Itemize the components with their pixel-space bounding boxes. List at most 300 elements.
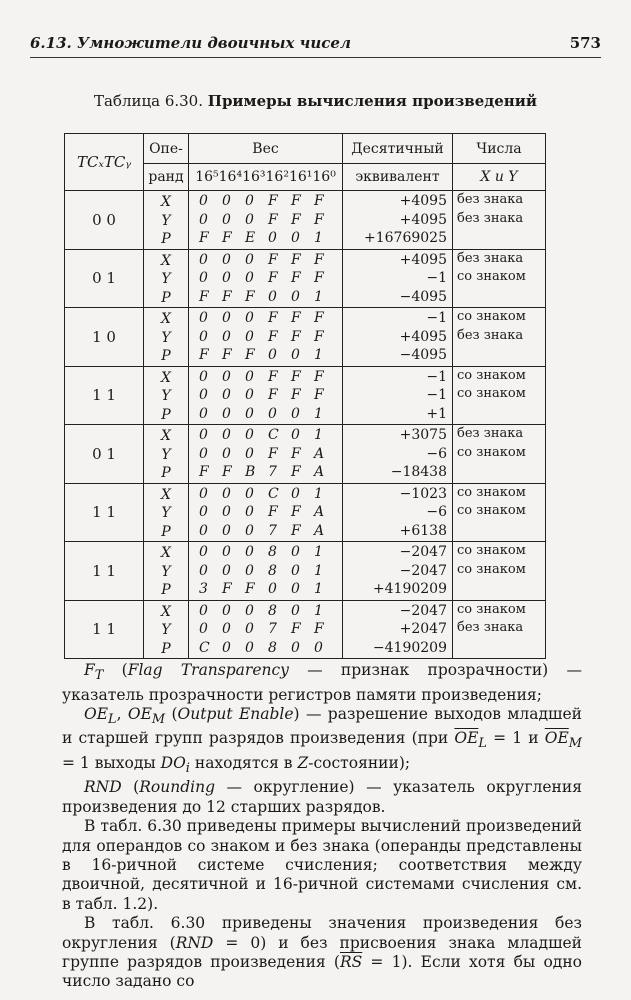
weight-cell	[189, 366, 343, 425]
weight-cell	[189, 600, 343, 659]
hex-digit: 0	[245, 504, 254, 520]
hex-digit: F	[291, 387, 301, 403]
weight-line	[189, 426, 342, 445]
operand-label: P	[161, 348, 171, 364]
table-row	[65, 249, 546, 308]
hex-digit: 1	[314, 405, 323, 422]
hex-digit: 0	[222, 522, 231, 539]
tc-cell: 1 1	[65, 542, 144, 601]
hex-digit: F	[268, 270, 278, 286]
hex-digit: 0	[222, 562, 231, 579]
number-kind: со знаком	[457, 543, 526, 558]
operand-label: P	[161, 289, 171, 306]
decimal-value: +4095	[399, 211, 447, 228]
power-1: 16¹	[288, 169, 313, 185]
weight-line	[189, 251, 342, 270]
paragraph-oe: $OE_L$, $OE_M$ (Output Enable) — разрешение выходов младшей и старшей групп разрядов произведения (при $\overline{OE}_L = 1$ и $\overline{OE}_M = 1$ выходы $DO_i$ находятся в Z-состоянии);	[62, 704, 582, 776]
oe-mid: = 1 и	[486, 729, 545, 748]
hex-digit: F	[268, 504, 278, 520]
hex-digit: 0	[199, 270, 208, 286]
oe-symbol-high: OE	[127, 704, 152, 723]
number-kind: со знаком	[457, 367, 526, 383]
weight-line	[189, 309, 342, 328]
weight-line	[189, 192, 342, 211]
hex-digit: 0	[199, 211, 208, 228]
decimal-value: −4095	[399, 288, 447, 305]
operand-label: Y	[161, 271, 171, 287]
operand-label: P	[161, 640, 171, 657]
decimal-cell	[343, 425, 453, 484]
decimal-value: +4190209	[372, 581, 447, 597]
hex-digit: F	[245, 288, 255, 305]
weight-line	[189, 269, 342, 288]
ft-description: — признак прозрачности) — указатель прозрачности регистров памяти произведения;	[62, 661, 582, 704]
operand-cell	[144, 366, 189, 425]
decimal-cell	[343, 366, 453, 425]
hex-digit: 0	[222, 427, 231, 443]
hex-digit: 0	[291, 562, 300, 579]
tc-cell: 1 0	[65, 308, 144, 367]
hex-digit: 0	[222, 602, 231, 619]
hex-digit: 0	[245, 310, 254, 326]
hex-digit: 0	[291, 581, 300, 597]
numbers-cell	[453, 366, 546, 425]
values-rs-symbol: $\overline{RS}$	[339, 953, 363, 972]
hex-digit: 1	[314, 485, 323, 502]
weight-line	[189, 346, 342, 365]
operand-label: X	[161, 486, 171, 503]
hex-digit: 0	[199, 504, 208, 520]
ft-name: Flag Transparency	[127, 661, 289, 679]
hex-digit: 0	[199, 485, 208, 502]
hex-digit: 1	[314, 427, 323, 443]
weight-line	[189, 602, 342, 621]
operand-label: X	[161, 311, 171, 327]
decimal-value: −6	[426, 445, 447, 462]
products-table	[64, 133, 546, 659]
hex-digit: 0	[222, 387, 231, 403]
header-tc: TCₓTCᵧ	[65, 134, 144, 191]
hex-digit: 7	[268, 464, 277, 480]
number-kind: со знаком	[457, 503, 526, 518]
header-operand-line2: ранд	[144, 164, 189, 191]
hex-digit: 0	[199, 251, 208, 268]
number-kind: без знака	[457, 327, 524, 343]
hex-digit: 8	[268, 562, 277, 579]
operand-label: X	[161, 252, 171, 269]
paragraph-values	[62, 914, 582, 992]
hex-digit: A	[314, 522, 325, 539]
hex-digit: 1	[314, 544, 323, 560]
hex-digit: F	[268, 310, 278, 326]
hex-digit: 8	[268, 639, 277, 656]
weight-line	[189, 445, 342, 464]
numbers-cell	[453, 249, 546, 308]
number-kind: со знаком	[457, 561, 526, 577]
weight-line	[189, 405, 342, 424]
hex-digit: 3	[199, 581, 208, 597]
hex-digit: 0	[199, 310, 208, 326]
decimal-cell	[343, 191, 453, 250]
weight-line	[189, 229, 342, 248]
decimal-value: −2047	[399, 602, 447, 619]
hex-digit: 0	[245, 427, 254, 443]
table-row	[65, 542, 546, 601]
decimal-cell	[343, 308, 453, 367]
oe-subscript-low: L	[108, 712, 117, 727]
hex-digit: F	[291, 445, 301, 462]
weight-line	[189, 562, 342, 581]
weight-line	[189, 386, 342, 405]
hex-digit: 1	[314, 581, 323, 597]
decimal-value: +3075	[399, 427, 447, 443]
hex-digit: 0	[245, 602, 254, 619]
hex-digit: 0	[245, 639, 254, 656]
operand-label: P	[161, 406, 171, 423]
hex-digit: A	[314, 445, 325, 462]
weight-cell	[189, 191, 343, 250]
oe-inverted-high: $\overline{OE}$	[544, 729, 569, 748]
body-text	[62, 661, 582, 992]
hex-digit: 0	[245, 211, 254, 228]
hex-digit: F	[314, 621, 324, 637]
hex-digit: 0	[222, 544, 231, 560]
hex-digit: 0	[291, 230, 300, 246]
oe-symbol-low: OE	[84, 704, 109, 723]
values-text-a: В табл. 6.30 приведены значения произведения без округления (	[62, 914, 582, 952]
hex-digit: F	[222, 464, 232, 480]
operand-label: Y	[161, 329, 171, 346]
hex-digit: 7	[268, 621, 277, 637]
weight-cell	[189, 425, 343, 484]
hex-digit: 0	[291, 602, 300, 619]
hex-digit: 0	[199, 621, 208, 637]
weight-line	[189, 463, 342, 482]
hex-digit: 0	[199, 544, 208, 560]
decimal-cell	[343, 483, 453, 542]
hex-digit: 0	[245, 485, 254, 502]
number-kind: со знаком	[457, 484, 526, 500]
hex-digit: 1	[314, 562, 323, 579]
hex-digit: 7	[268, 522, 277, 539]
numbers-cell	[453, 542, 546, 601]
hex-digit: F	[222, 230, 232, 246]
hex-digit: A	[314, 504, 325, 520]
header-weight-powers	[189, 164, 343, 191]
hex-digit: 0	[199, 445, 208, 462]
decimal-cell	[343, 249, 453, 308]
rnd-symbol: RND	[84, 778, 122, 797]
hex-digit: 0	[245, 522, 254, 539]
page-number: 573	[569, 34, 601, 52]
hex-digit: F	[291, 464, 301, 480]
hex-digit: 1	[314, 288, 323, 305]
number-kind: без знака	[457, 210, 524, 226]
weight-line	[189, 580, 342, 599]
hex-digit: F	[291, 368, 301, 385]
power-5: 16⁵	[195, 169, 219, 185]
hex-digit: F	[268, 211, 278, 228]
table-row	[65, 366, 546, 425]
hex-digit: 0	[291, 544, 300, 560]
hex-digit: 0	[268, 347, 277, 363]
hex-digit: F	[222, 347, 232, 363]
operand-cell	[144, 425, 189, 484]
hex-digit: F	[199, 288, 209, 305]
hex-digit: 0	[222, 251, 231, 268]
decimal-value: −1023	[399, 485, 447, 502]
decimal-value: +2047	[399, 621, 447, 637]
decimal-value: −4095	[399, 347, 447, 363]
hex-digit: F	[268, 251, 278, 268]
hex-digit: 0	[222, 504, 231, 520]
oe-name: Output Enable	[177, 704, 294, 723]
operand-label: Y	[161, 212, 171, 229]
number-kind: со знаком	[457, 444, 526, 460]
caption-title: Примеры вычисления произведений	[207, 92, 538, 110]
hex-digit: 0	[245, 251, 254, 268]
hex-digit: 0	[245, 544, 254, 560]
hex-digit: F	[268, 193, 278, 209]
operand-label: X	[161, 545, 171, 561]
hex-digit: F	[314, 211, 324, 228]
hex-digit: 0	[291, 405, 300, 422]
hex-digit: F	[314, 193, 324, 209]
oe-inverted-high-sub: M	[568, 736, 582, 752]
number-kind: со знаком	[457, 269, 526, 284]
operand-label: X	[161, 603, 171, 620]
hex-digit: F	[291, 193, 301, 209]
table-row	[65, 425, 546, 484]
hex-digit: 0	[199, 602, 208, 619]
hex-digit: 0	[291, 288, 300, 305]
weight-line	[189, 288, 342, 307]
hex-digit: 8	[268, 602, 277, 619]
weight-line	[189, 368, 342, 387]
caption-label: Таблица 6.30.	[93, 92, 203, 110]
hex-digit: 0	[222, 270, 231, 286]
hex-digit: 0	[245, 621, 254, 637]
tc-cell: 0 1	[65, 425, 144, 484]
hex-digit: F	[222, 288, 232, 305]
ft-subscript: T	[94, 668, 104, 684]
decimal-value: +16769025	[364, 230, 447, 246]
operand-label: Y	[161, 388, 171, 404]
hex-digit: 1	[314, 230, 323, 246]
hex-digit: 0	[199, 328, 208, 345]
numbers-cell	[453, 600, 546, 659]
tc-cell: 1 1	[65, 483, 144, 542]
rnd-name: Rounding	[139, 778, 215, 797]
hex-digit: F	[199, 347, 209, 363]
decimal-value: +4095	[399, 193, 447, 209]
hex-digit: 0	[245, 405, 254, 422]
decimal-cell	[343, 542, 453, 601]
operand-cell	[144, 542, 189, 601]
table-body	[65, 191, 546, 659]
operand-label: P	[161, 582, 171, 598]
hex-digit: C	[268, 485, 279, 502]
do-subscript: i	[185, 761, 190, 776]
header-decimal-line1: Десятичный	[343, 134, 453, 164]
hex-digit: F	[222, 581, 232, 597]
hex-digit: F	[291, 251, 301, 268]
weight-line	[189, 485, 342, 504]
header-rule	[30, 57, 601, 58]
operand-label: X	[161, 369, 171, 386]
operand-label: P	[161, 465, 171, 481]
hex-digit: C	[199, 639, 210, 656]
header-decimal-line2: эквивалент	[343, 164, 453, 191]
hex-digit: 0	[222, 328, 231, 345]
hex-digit: F	[291, 621, 301, 637]
section-title: 6.13. Умножители двоичных чисел	[30, 34, 351, 52]
table-caption	[0, 92, 631, 110]
do-symbol: DO	[160, 753, 186, 772]
paragraph-examples: В табл. 6.30 приведены примеры вычислений произведений для операндов со знаком и без знака (операнды представлены в 16-ричной системе счисления; соответствия между двоичной, десятичной и 16-ричной системами счисления см. в табл. 1.2).	[62, 817, 582, 913]
operand-cell	[144, 483, 189, 542]
numbers-cell	[453, 308, 546, 367]
decimal-value: +4095	[399, 328, 447, 345]
decimal-value: −1	[426, 270, 447, 286]
hex-digit: 0	[268, 581, 277, 597]
hex-digit: 0	[222, 310, 231, 326]
hex-digit: 0	[222, 193, 231, 209]
number-kind: со знаком	[457, 309, 526, 324]
rnd-description: — округление) — указатель округления произведения до 12 старших разрядов.	[62, 778, 583, 816]
weight-line	[189, 503, 342, 522]
oe-description-1: ) — разрешение выходов младшей и старшей групп разрядов произведения (при	[62, 704, 582, 748]
hex-digit: F	[314, 387, 324, 403]
decimal-value: −2047	[399, 562, 447, 579]
number-kind: без знака	[457, 250, 524, 266]
numbers-cell	[453, 191, 546, 250]
hex-digit: 0	[314, 639, 323, 656]
oe-inverted-low-sub: L	[478, 736, 487, 752]
operand-label: Y	[161, 563, 171, 580]
decimal-cell	[343, 600, 453, 659]
hex-digit: F	[291, 522, 301, 539]
weight-line	[189, 639, 342, 658]
decimal-value: −6	[426, 504, 447, 520]
decimal-value: −2047	[399, 544, 447, 560]
weight-cell	[189, 249, 343, 308]
hex-digit: F	[268, 387, 278, 403]
hex-digit: 0	[222, 621, 231, 637]
hex-digit: 0	[268, 288, 277, 305]
hex-digit: 0	[291, 485, 300, 502]
hex-digit: F	[268, 368, 278, 385]
hex-digit: F	[314, 328, 324, 345]
hex-digit: 0	[291, 427, 300, 443]
header-weight: Вес	[189, 134, 343, 164]
tc-cell: 1 1	[65, 366, 144, 425]
hex-digit: 8	[268, 544, 277, 560]
hex-digit: 0	[245, 368, 254, 385]
hex-digit: F	[199, 230, 209, 246]
z-symbol: Z	[297, 753, 309, 772]
values-text-c: = 1). Если хотя бы одно число задано со	[62, 953, 582, 991]
hex-digit: 0	[268, 405, 277, 422]
oe-inverted-low: $\overline{OE}$	[454, 729, 479, 748]
hex-digit: 0	[199, 387, 208, 403]
hex-digit: E	[245, 230, 256, 246]
hex-digit: 0	[245, 270, 254, 286]
hex-digit: F	[314, 310, 324, 326]
operand-label: Y	[161, 505, 171, 521]
power-3: 16³	[242, 169, 266, 185]
operand-cell	[144, 249, 189, 308]
power-2: 16²	[265, 169, 289, 185]
operand-cell	[144, 191, 189, 250]
hex-digit: 0	[199, 193, 208, 209]
hex-digit: 0	[199, 405, 208, 422]
hex-digit: 0	[222, 405, 231, 422]
numbers-cell	[453, 425, 546, 484]
table-row	[65, 191, 546, 250]
hex-digit: F	[199, 464, 209, 480]
hex-digit: F	[245, 581, 255, 597]
header-operand-line1: Опе-	[144, 134, 189, 164]
decimal-value: −4190209	[372, 639, 447, 656]
table-row	[65, 483, 546, 542]
weight-line	[189, 522, 342, 541]
hex-digit: 0	[268, 230, 277, 246]
decimal-value: +1	[426, 405, 447, 422]
weight-cell	[189, 483, 343, 542]
hex-digit: 1	[314, 347, 323, 363]
operand-cell	[144, 600, 189, 659]
hex-digit: 0	[199, 368, 208, 385]
operand-label: Y	[161, 622, 171, 638]
decimal-value: −1	[426, 368, 447, 385]
hex-digit: F	[314, 251, 324, 268]
tc-cell: 0 0	[65, 191, 144, 250]
hex-digit: F	[314, 368, 324, 385]
power-4: 16⁴	[218, 169, 243, 185]
hex-digit: 0	[199, 562, 208, 579]
hex-digit: 0	[245, 328, 254, 345]
hex-digit: 0	[245, 562, 254, 579]
hex-digit: F	[268, 445, 278, 462]
hex-digit: B	[245, 464, 256, 480]
hex-digit: 0	[291, 639, 300, 656]
hex-digit: A	[314, 464, 325, 480]
number-kind: без знака	[457, 192, 524, 207]
operand-label: P	[161, 231, 171, 247]
hex-digit: 0	[291, 347, 300, 363]
oe-description-2: = 1 выходы	[62, 753, 161, 772]
hex-digit: 1	[314, 602, 323, 619]
decimal-value: −1	[426, 310, 447, 326]
table-row	[65, 308, 546, 367]
hex-digit: 0	[222, 485, 231, 502]
numbers-cell	[453, 483, 546, 542]
table-row	[65, 600, 546, 659]
hex-digit: C	[268, 427, 279, 443]
hex-digit: F	[291, 310, 301, 326]
hex-digit: 0	[222, 445, 231, 462]
decimal-value: −1	[426, 387, 447, 403]
oe-subscript-high: M	[151, 712, 166, 727]
weight-cell	[189, 308, 343, 367]
hex-digit: 0	[222, 211, 231, 228]
number-kind: со знаком	[457, 601, 526, 617]
oe-description-3: находятся в	[189, 753, 298, 772]
hex-digit: 0	[222, 639, 231, 656]
power-0: 16⁰	[312, 169, 336, 185]
hex-digit: F	[291, 504, 301, 520]
